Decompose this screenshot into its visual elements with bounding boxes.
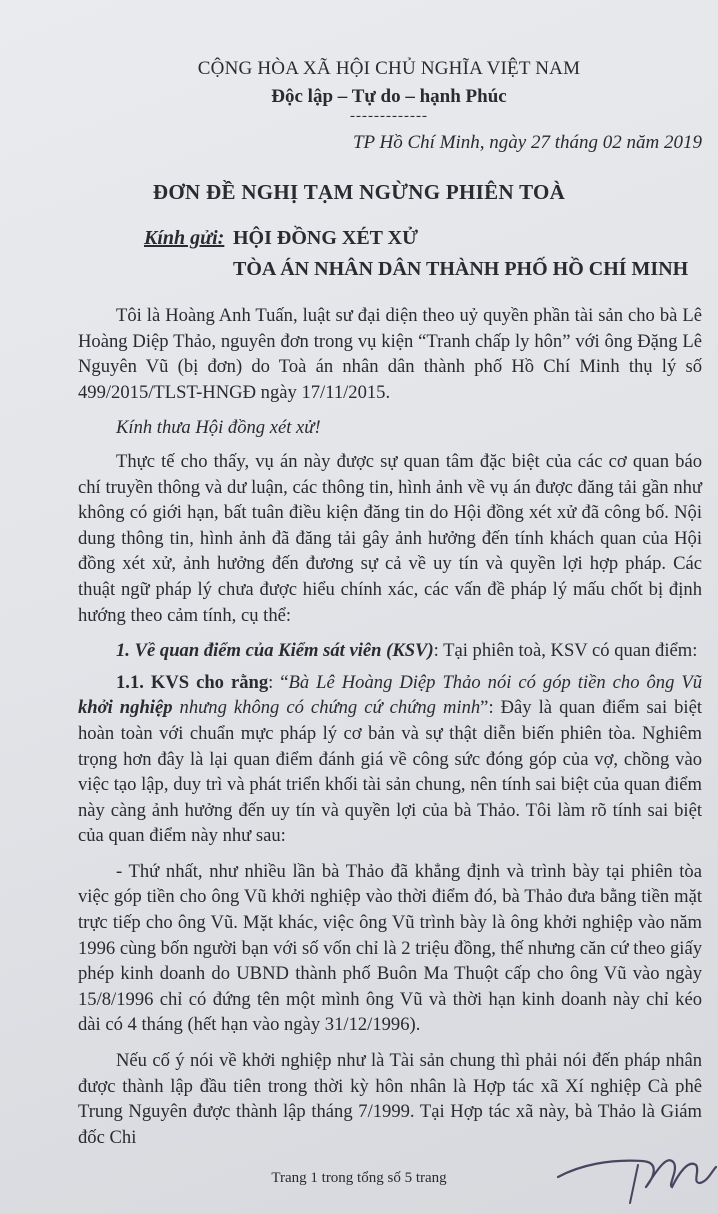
intro-paragraph: Tôi là Hoàng Anh Tuấn, luật sư đại diện theo uỷ quyền phần tài sản cho bà Lê Hoàng Diệp Thảo, nguyên đơn trong vụ kiện “Tranh chấp ly hôn” với ông Đặng Lê Nguyên Vũ (bị đơn) do Toà án nhân dân thành phố Hồ Chí Minh thụ lý số 499/2015/TLST-HNGĐ ngày 17/11/2015. xyxy=(78,305,702,403)
last-paragraph: Nếu cố ý nói về khởi nghiệp như là Tài sản chung thì phải nói đến pháp nhân được thành lập đầu tiên trong thời kỳ hôn nhân là Hợp tác xã Xí nghiệp Cà phê Trung Nguyên được thành lập tháng 7/1999. Tại Hợp tác xã này, bà Thảo là Giám đốc Chi xyxy=(78,1050,702,1148)
place-date: TP Hồ Chí Minh, ngày 27 tháng 02 năm 2019 xyxy=(352,132,702,153)
section-1-1-quote-b: khởi nghiệp xyxy=(78,697,173,719)
national-title: CỘNG HÒA XÃ HỘI CHỦ NGHĨA VIỆT NAM xyxy=(197,58,581,79)
section-1-1-rest: : Đây là quan điểm sai biệt hoàn toàn với chuẩn mực pháp lý cơ bản và sự thật diễn biến phiên tòa. Nghiêm trọng hơn đây là lại quan điểm đánh giá về công sức đóng góp của vợ, chồng vào việc tạo lập, duy trì và phát triển khối tài sản chung, nên tính sai biệt của quan điểm này càng ảnh hưởng đến uy tín và quyền lợi của bà Thảo. Tôi làm rõ tính sai biệt của quan điểm này như sau: xyxy=(78,697,703,847)
section-1-rest: : Tại phiên toà, KSV có quan điểm: xyxy=(433,640,698,662)
section-1-heading: 1. Về quan điểm của Kiểm sát viên (KSV) xyxy=(116,640,434,662)
section-1-1-label: 1.1. KVS cho rằng xyxy=(116,671,269,693)
signature-scribble xyxy=(550,1125,718,1205)
section-1-1-paragraph xyxy=(78,670,702,849)
bullet-paragraph-1: - Thứ nhất, như nhiều lần bà Thảo đã khẳng định và trình bày tại phiên tòa việc góp tiền cho ông Vũ khởi nghiệp vào thời điểm đó, bà Thảo đưa bằng tiền mặt trực tiếp cho ông Vũ. Mặt khác, việc ông Vũ trình bày là ông khởi nghiệp vào năm 1996 cùng bốn người bạn với số vốn chỉ là 2 triệu đồng, thế nhưng căn cứ theo giấy phép kinh doanh do UBND thành phố Buôn Ma Thuột cấp cho ông Vũ vào ngày 15/8/1996 chỉ có đứng tên một mình ông Vũ và thời hạn kinh doanh này chỉ kéo dài có 4 tháng (hết hạn vào ngày 31/12/1996). xyxy=(78,860,702,1036)
national-motto: Độc lập – Tự do – hạnh Phúc xyxy=(271,86,507,107)
section-1-1-close: ” xyxy=(480,697,489,719)
document-body xyxy=(78,303,702,1160)
page-footer: Trang 1 trong tổng số 5 trang xyxy=(271,1170,447,1186)
section-1 xyxy=(78,638,702,664)
document-title: ĐƠN ĐỀ NGHỊ TẠM NGỪNG PHIÊN TOÀ xyxy=(152,180,566,204)
recipient-line-1: HỘI ĐỒNG XÉT XỬ xyxy=(233,227,419,249)
recipient-label: Kính gửi: xyxy=(144,227,225,249)
section-1-1-colon: : “ xyxy=(268,671,289,693)
section-1-1-quote-a: Bà Lê Hoàng Diệp Thảo nói có góp tiền cho ông Vũ xyxy=(288,671,702,693)
section-1-1-quote-c: nhưng không có chứng cứ chứng minh xyxy=(172,697,481,719)
context-paragraph: Thực tế cho thấy, vụ án này được sự quan tâm đặc biệt của các cơ quan báo chí truyền thông và dư luận, các thông tin, hình ảnh về vụ án được đăng tải gần như không có giới hạn, bất tuân điều kiện đăng tin do Hội đồng xét xử đã công bố. Nội dung thông tin, hình ảnh đã đăng tải gây ảnh hưởng đến tính khách quan của Hội đồng xét xử, ảnh hưởng đến đương sự cả về uy tín và quyền lợi hợp pháp. Các thuật ngữ pháp lý chưa được hiểu chính xác, các vấn đề pháp lý mấu chốt bị định hướng theo cảm tính, cụ thể: xyxy=(78,450,702,626)
greeting: Kính thưa Hội đồng xét xử! xyxy=(116,417,321,439)
motto-divider: ------------- xyxy=(350,108,428,124)
recipient-line-2: TÒA ÁN NHÂN DÂN THÀNH PHỐ HỒ CHÍ MINH xyxy=(233,258,689,280)
